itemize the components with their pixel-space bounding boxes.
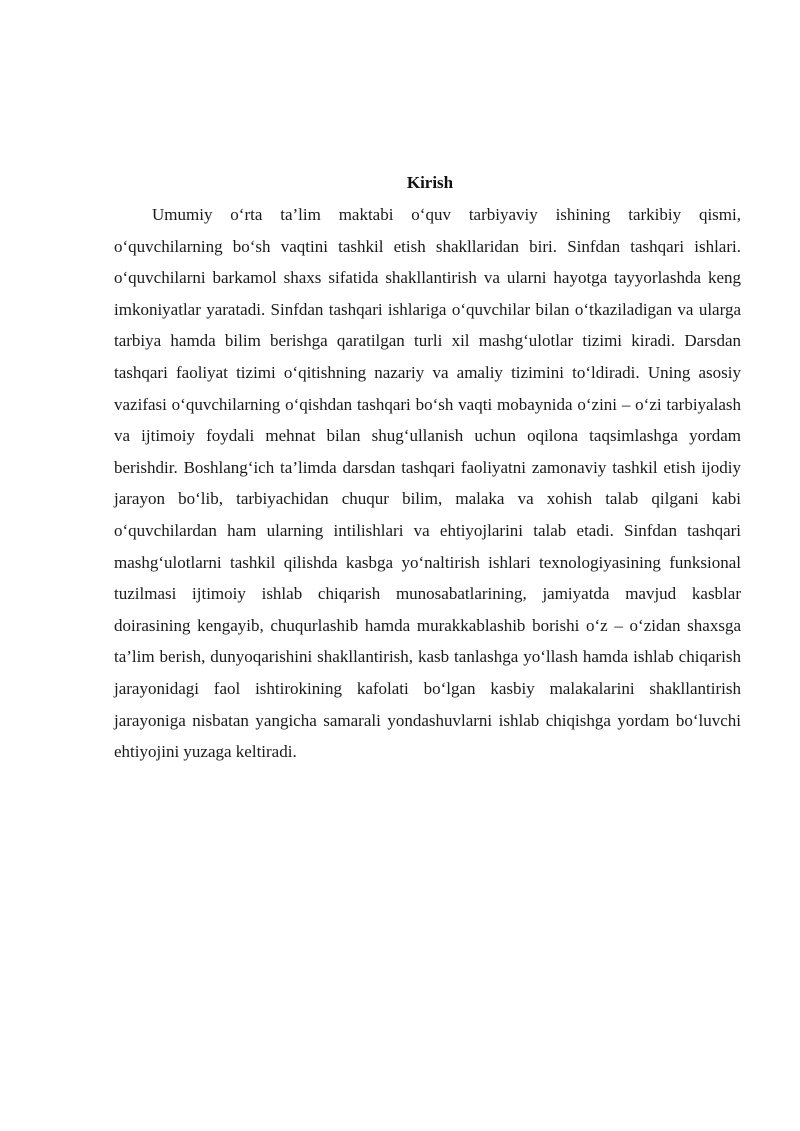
section-heading: Kirish: [406, 173, 454, 192]
body-paragraph: Umumiy o‘rta ta’lim maktabi o‘quv tarbiyaviy ishining tarkibiy qismi, o‘quvchilarning bo‘sh vaqtini tashkil etish shakllaridan biri. Sinfdan tashqari ishlari. o‘quvchilarni barkamol shaxs sifatida shakllantirish va ularni hayotga tayyorlashda keng imkoniyatlar yaratadi. Sinfdan tashqari ishlariga o‘quvchilar bilan o‘tkaziladigan va ularga tarbiya hamda bilim berishga qaratilgan turli xil mashg‘ulotlar tizimi kiradi. Darsdan tashqari faoliyat tizimi o‘qitishning nazariy va amaliy tizimini to‘ldiradi. Uning asosiy vazifasi o‘quvchilarning o‘qishdan tashqari bo‘sh vaqti mobaynida o‘zini – o‘zi tarbiyalash va ijtimoiy foydali mehnat bilan shug‘ullanish uchun oqilona taqsimlashga yordam berishdir. Boshlang‘ich ta’limda darsdan tashqari faoliyatni zamonaviy tashkil etish ijodiy jarayon bo‘lib, tarbiyachidan chuqur bilim, malaka va xohish talab qilgani kabi o‘quvchilardan ham ularning intilishlari va ehtiyojlarini talab etadi. Sinfdan tashqari mashg‘ulotlarni tashkil qilishda kasbga yo‘naltirish ishlari texnologiyasining funksional tuzilmasi ijtimoiy ishlab chiqarish munosabatlarining, jamiyatda mavjud kasblar doirasining kengayib, chuqurlashib hamda murakkablashib borishi o‘z – o‘zidan shaxsga ta’lim berish, dunyoqarishini shakllantirish, kasb tanlashga yo‘llash hamda ishlab chiqarish jarayonidagi faol ishtirokining kafolati bo‘lgan kasbiy malakalarini shakllantirish jarayoniga nisbatan yangicha samarali yondashuvlarni ishlab chiqishga yordam bo‘luvchi ehtiyojini yuzaga keltiradi.: [114, 205, 741, 762]
